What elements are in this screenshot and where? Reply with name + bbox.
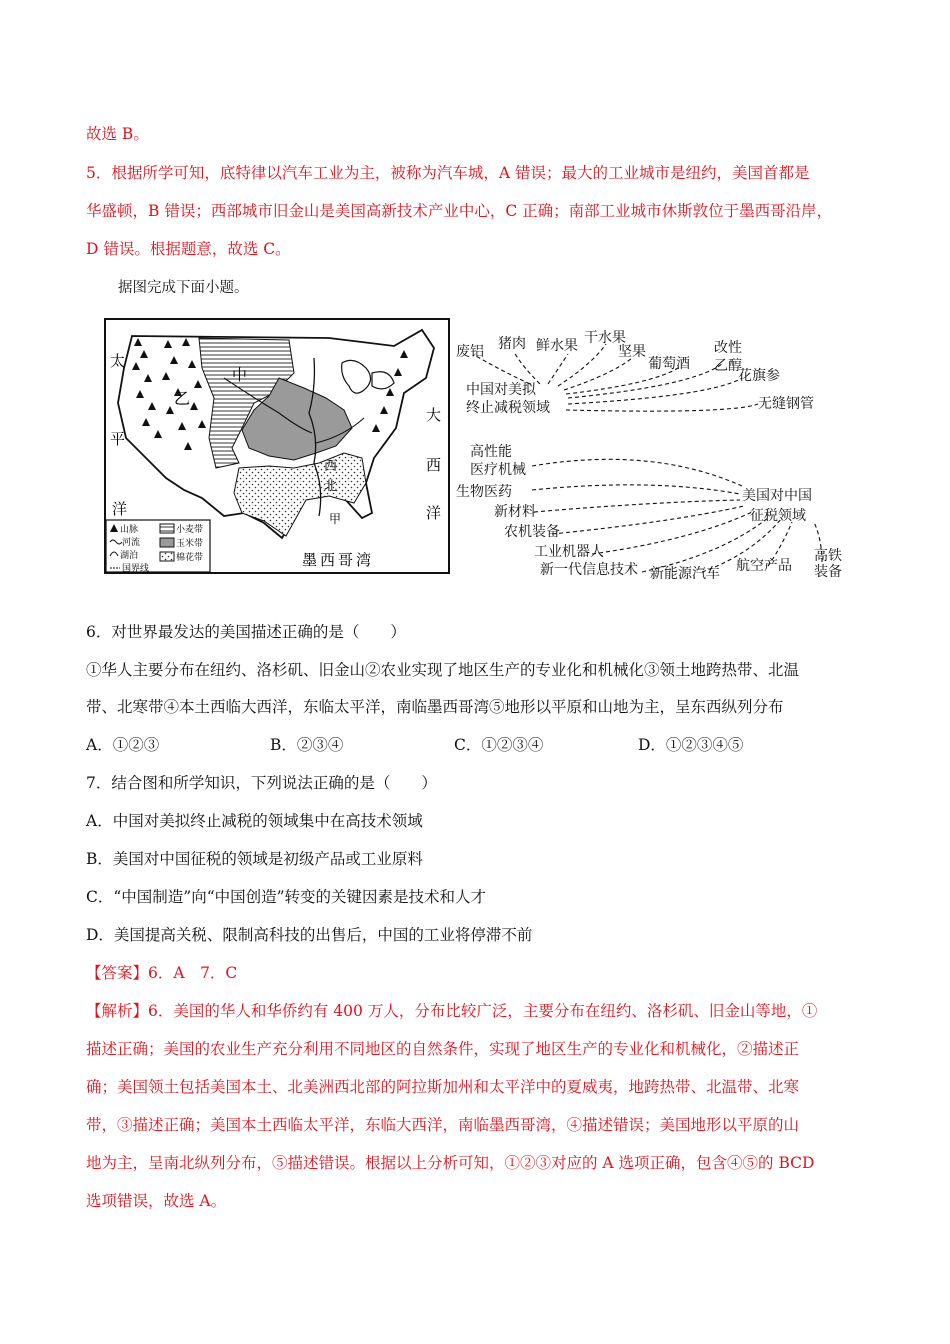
item-ethanol: 乙醇 [714,358,742,374]
map-legend [106,520,210,574]
label-xi: 西 [324,459,338,474]
q6-option-b: B．②③④ [270,736,344,754]
pacific-char2: 平 [110,430,126,448]
item-rail1: 高铁 [814,548,842,564]
gulf-label: 墨西哥湾 [302,551,375,569]
label-bei: 北 [324,479,338,494]
explain5-line2: 华盛顿，B 错误；西部城市旧金山是美国高新技术产业中心，C 正确；南部工业城市休斯敦位于墨西哥沿岸， [86,202,833,220]
legend-cotton: 棉花带 [176,553,204,563]
pacific-char3: 洋 [112,500,128,518]
analysis-text1: 6．美国的华人和华侨约有 400 万人，分布比较广泛，主要分布在纽约、洛杉矶、旧金山等地，① [148,1002,818,1020]
analysis-line2: 描述正确；美国的农业生产充分利用不同地区的自然条件，实现了地区生产的专业化和机械化，②描述正 [86,1040,800,1058]
item-ginseng: 花旗参 [738,368,780,384]
label-yi: 乙 [174,389,191,408]
q7-option-a: A．中国对美拟终止减税的领域集中在高技术领域 [86,812,423,830]
q7-stem: 7．结合图和所学知识，下列说法正确的是（ ） [86,774,437,792]
us-center-line2: 征税领域 [750,508,806,524]
q6-line2: 带、北寒带④本土西临大西洋，东临太平洋，南临墨西哥湾⑤地形以平原和山地为主，呈东西纵列分布 [86,698,784,716]
legend-lake: 湖泊 [120,551,139,561]
atlantic-char3: 洋 [426,504,442,522]
item-nuts: 坚果 [618,344,646,360]
us-center-line1: 美国对中国 [742,488,812,504]
legend-border: 国界线 [122,564,150,574]
item-rail2: 装备 [814,564,842,580]
label-zhong: 中 [232,366,248,384]
q6-line1: ①华人主要分布在纽约、洛杉矶、旧金山②农业实现了地区生产的专业化和机械化③领土地跨热带、北温 [86,661,800,679]
q7-option-d: D．美国提高关税、限制高科技的出售后，中国的工业将停滞不前 [86,926,533,944]
answer-label: 【答案】 [86,964,149,982]
analysis-label: 【解析】 [86,1002,149,1020]
item-pork: 猪肉 [498,336,526,352]
q6-option-a: A．①②③ [86,736,160,754]
analysis-line3: 确；美国领土包括美国本土、北美洲西北部的阿拉斯加州和太平洋中的夏威夷，地跨热带、北温带、北寒 [86,1078,800,1096]
tariff-diagram [452,326,860,582]
q6-option-c: C．①②③④ [454,736,544,754]
us-agriculture-map [104,318,450,574]
analysis-line4: 带，③描述正确；美国本土西临太平洋，东临大西洋，南临墨西哥湾，④描述错误；美国地形以平原的山 [86,1116,800,1134]
item-waste-aluminum: 废铝 [456,344,484,360]
legend-river: 河流 [122,538,141,548]
item-it: 新一代信息技术 [540,562,638,578]
item-agri-equipment: 农机装备 [504,524,560,540]
q7-option-b: B．美国对中国征税的领域是初级产品或工业原料 [86,850,423,868]
intro-text: 据图完成下面小题。 [118,280,249,296]
item-ev: 新能源汽车 [650,566,720,582]
explain5-line3: D 错误。根据题意，故选 C。 [86,240,291,258]
legend-corn: 玉米带 [176,539,204,549]
pacific-char1: 太 [110,352,126,370]
q7-option-c: C．“中国制造”向“中国创造”转变的关键因素是技术和人才 [86,888,487,906]
item-wine: 葡萄酒 [648,356,690,372]
item-new-material: 新材料 [494,504,536,520]
item-fresh-fruit: 鲜水果 [536,338,578,354]
china-center-line2: 终止减税领域 [466,400,550,416]
item-aviation: 航空产品 [736,558,792,574]
explain5-line1: 5．根据所学可知，底特律以汽车工业为主，被称为汽车城，A 错误；最大的工业城市是纽约，美国首都是 [86,164,810,182]
analysis-line1 [86,999,817,1021]
answer-line [86,961,237,983]
analysis-line6: 选项错误，故选 A。 [86,1192,227,1210]
answer-text: 6．A 7．C [148,964,238,982]
label-jia: 甲 [329,512,342,526]
legend-wheat: 小麦带 [176,525,204,535]
q6-option-d: D．①②③④⑤ [638,736,744,754]
item-robot: 工业机器人 [534,544,604,560]
q6-stem: 6．对世界最发达的美国描述正确的是（ ） [86,623,406,641]
item-biomed: 生物医药 [456,484,512,500]
atlantic-char2: 西 [426,456,442,474]
china-center-line1: 中国对美拟 [466,382,536,398]
item-medical: 医疗机械 [470,462,526,478]
atlantic-char1: 大 [426,406,442,424]
item-dried-fruit: 干水果 [584,330,626,346]
item-high-perf: 高性能 [470,444,512,460]
prev-answer-text: 故选 B。 [86,125,149,143]
item-steel-pipe: 无缝钢管 [758,396,814,412]
item-modified: 改性 [714,340,742,356]
analysis-line5: 地为主，呈南北纵列分布，⑤描述错误。根据以上分析可知，①②③对应的 A 选项正确，包含④⑤的 BCD [86,1154,815,1172]
legend-mountain: 山脉 [120,525,139,535]
